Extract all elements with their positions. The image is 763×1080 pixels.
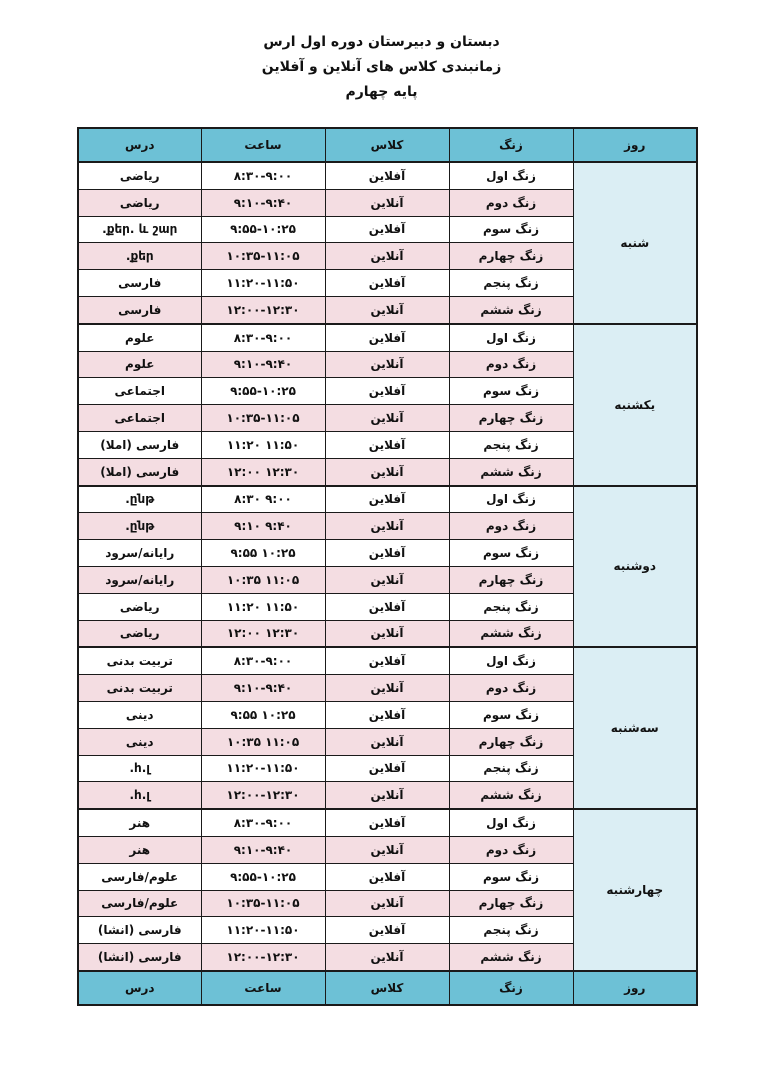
- bell-cell: زنگ سوم: [449, 701, 573, 728]
- day-cell: یکشنبه: [573, 324, 697, 486]
- bell-cell: زنگ چهارم: [449, 890, 573, 917]
- bell-cell: زنگ دوم: [449, 189, 573, 216]
- subject-cell: علوم/فارسی: [78, 863, 201, 890]
- day-cell: شنبه: [573, 162, 697, 324]
- class-cell: آفلاین: [325, 270, 449, 297]
- grade-title: پایه چهارم: [345, 84, 418, 100]
- table-header-row: [78, 128, 697, 162]
- time-cell: ۱۱:۲۰ ۱۱:۵۰: [201, 431, 325, 458]
- bell-cell: زنگ دوم: [449, 513, 573, 540]
- subject-cell: فارسی (املا): [78, 431, 201, 458]
- time-cell: ۹:۱۰ ۹:۴۰: [201, 513, 325, 540]
- day-cell: دوشنبه: [573, 486, 697, 648]
- class-cell: آنلاین: [325, 458, 449, 485]
- subject-cell: ریاضی: [78, 189, 201, 216]
- subject-cell: رایانه/سرود: [78, 540, 201, 567]
- bell-cell: زنگ پنجم: [449, 431, 573, 458]
- footer-class: کلاس: [325, 971, 449, 1005]
- class-cell: آفلاین: [325, 540, 449, 567]
- table-footer-row: [78, 971, 697, 1005]
- subject-cell: ریاضی: [78, 593, 201, 620]
- class-cell: آفلاین: [325, 378, 449, 405]
- time-cell: ۸:۳۰-۹:۰۰: [201, 162, 325, 189]
- class-cell: آنلاین: [325, 351, 449, 378]
- time-cell: ۱۰:۳۵ ۱۱:۰۵: [201, 566, 325, 593]
- table-row: [78, 809, 697, 836]
- subject-cell: دینی: [78, 701, 201, 728]
- day-cell: چهارشنبه: [573, 809, 697, 971]
- class-cell: آنلاین: [325, 836, 449, 863]
- bell-cell: زنگ اول: [449, 809, 573, 836]
- time-cell: ۹:۱۰-۹:۴۰: [201, 675, 325, 702]
- time-cell: ۹:۱۰-۹:۴۰: [201, 836, 325, 863]
- schedule-body: [78, 162, 697, 971]
- bell-cell: زنگ پنجم: [449, 593, 573, 620]
- footer-day: روز: [573, 971, 697, 1005]
- time-cell: ۸:۳۰-۹:۰۰: [201, 809, 325, 836]
- bell-cell: زنگ چهارم: [449, 728, 573, 755]
- subject-cell: هنر: [78, 809, 201, 836]
- class-cell: آفلاین: [325, 809, 449, 836]
- subject-cell: ریاضی: [78, 162, 201, 189]
- schedule-title: زمانبندی کلاس های آنلاین و آفلاین: [261, 59, 502, 75]
- subject-cell: فارسی (انشا): [78, 944, 201, 971]
- class-cell: آنلاین: [325, 189, 449, 216]
- bell-cell: زنگ چهارم: [449, 243, 573, 270]
- class-cell: آفلاین: [325, 216, 449, 243]
- table-row: [78, 486, 697, 513]
- subject-cell: تربیت بدنی: [78, 647, 201, 674]
- subject-cell: تربیت بدنی: [78, 675, 201, 702]
- header-bell: زنگ: [449, 128, 573, 162]
- bell-cell: زنگ اول: [449, 162, 573, 189]
- header-time: ساعت: [201, 128, 325, 162]
- class-cell: آنلاین: [325, 782, 449, 809]
- class-cell: آنلاین: [325, 566, 449, 593]
- bell-cell: زنگ سوم: [449, 540, 573, 567]
- class-cell: آنلاین: [325, 890, 449, 917]
- subject-cell: ընթ.: [78, 513, 201, 540]
- bell-cell: زنگ دوم: [449, 675, 573, 702]
- bell-cell: زنگ اول: [449, 486, 573, 513]
- time-cell: ۱۰:۳۵ ۱۱:۰۵: [201, 728, 325, 755]
- bell-cell: زنگ چهارم: [449, 405, 573, 432]
- document-header: [0, 30, 763, 105]
- time-cell: ۸:۳۰-۹:۰۰: [201, 324, 325, 351]
- time-cell: ۱۲:۰۰ ۱۲:۳۰: [201, 458, 325, 485]
- time-cell: ۱۲:۰۰-۱۲:۳۰: [201, 944, 325, 971]
- class-cell: آنلاین: [325, 243, 449, 270]
- school-name: دبستان و دبیرستان دوره اول ارس: [263, 34, 500, 50]
- schedule-table: [77, 127, 698, 1006]
- subject-cell: علوم/فارسی: [78, 890, 201, 917]
- time-cell: ۱۱:۲۰-۱۱:۵۰: [201, 270, 325, 297]
- time-cell: ۹:۱۰-۹:۴۰: [201, 189, 325, 216]
- class-cell: آفلاین: [325, 324, 449, 351]
- class-cell: آنلاین: [325, 620, 449, 647]
- bell-cell: زنگ اول: [449, 324, 573, 351]
- subject-cell: հ.լ.: [78, 755, 201, 782]
- bell-cell: زنگ ششم: [449, 296, 573, 323]
- time-cell: ۱۱:۲۰ ۱۱:۵۰: [201, 593, 325, 620]
- time-cell: ۹:۵۵ ۱۰:۲۵: [201, 540, 325, 567]
- class-cell: آفلاین: [325, 755, 449, 782]
- bell-cell: زنگ ششم: [449, 620, 573, 647]
- table-row: [78, 647, 697, 674]
- time-cell: ۹:۵۵-۱۰:۲۵: [201, 216, 325, 243]
- class-cell: آنلاین: [325, 675, 449, 702]
- class-cell: آفلاین: [325, 593, 449, 620]
- table-row: [78, 324, 697, 351]
- time-cell: ۱۲:۰۰-۱۲:۳۰: [201, 296, 325, 323]
- class-cell: آنلاین: [325, 513, 449, 540]
- subject-cell: քեր. և շար.: [78, 216, 201, 243]
- subject-cell: اجتماعی: [78, 405, 201, 432]
- bell-cell: زنگ ششم: [449, 458, 573, 485]
- bell-cell: زنگ سوم: [449, 216, 573, 243]
- bell-cell: زنگ سوم: [449, 378, 573, 405]
- header-class: کلاس: [325, 128, 449, 162]
- bell-cell: زنگ پنجم: [449, 755, 573, 782]
- time-cell: ۱۱:۲۰-۱۱:۵۰: [201, 917, 325, 944]
- class-cell: آفلاین: [325, 647, 449, 674]
- time-cell: ۱۱:۲۰-۱۱:۵۰: [201, 755, 325, 782]
- bell-cell: زنگ اول: [449, 647, 573, 674]
- subject-cell: فارسی: [78, 270, 201, 297]
- bell-cell: زنگ ششم: [449, 782, 573, 809]
- subject-cell: علوم: [78, 351, 201, 378]
- bell-cell: زنگ چهارم: [449, 566, 573, 593]
- day-cell: سه‌شنبه: [573, 647, 697, 809]
- bell-cell: زنگ پنجم: [449, 917, 573, 944]
- time-cell: ۹:۵۵-۱۰:۲۵: [201, 863, 325, 890]
- footer-bell: زنگ: [449, 971, 573, 1005]
- time-cell: ۹:۵۵ ۱۰:۲۵: [201, 701, 325, 728]
- footer-time: ساعت: [201, 971, 325, 1005]
- class-cell: آفلاین: [325, 863, 449, 890]
- subject-cell: فارسی (انشا): [78, 917, 201, 944]
- bell-cell: زنگ دوم: [449, 351, 573, 378]
- time-cell: ۹:۱۰-۹:۴۰: [201, 351, 325, 378]
- subject-cell: ریاضی: [78, 620, 201, 647]
- subject-cell: քեր.: [78, 243, 201, 270]
- subject-cell: رایانه/سرود: [78, 566, 201, 593]
- class-cell: آفلاین: [325, 431, 449, 458]
- header-day: روز: [573, 128, 697, 162]
- time-cell: ۱۰:۳۵-۱۱:۰۵: [201, 243, 325, 270]
- class-cell: آفلاین: [325, 917, 449, 944]
- time-cell: ۸:۳۰-۹:۰۰: [201, 647, 325, 674]
- time-cell: ۱۲:۰۰-۱۲:۳۰: [201, 782, 325, 809]
- subject-cell: فارسی: [78, 296, 201, 323]
- subject-cell: اجتماعی: [78, 378, 201, 405]
- time-cell: ۱۲:۰۰ ۱۲:۳۰: [201, 620, 325, 647]
- time-cell: ۸:۳۰ ۹:۰۰: [201, 486, 325, 513]
- class-cell: آنلاین: [325, 405, 449, 432]
- time-cell: ۱۰:۳۵-۱۱:۰۵: [201, 405, 325, 432]
- subject-cell: հ.լ.: [78, 782, 201, 809]
- subject-cell: علوم: [78, 324, 201, 351]
- bell-cell: زنگ ششم: [449, 944, 573, 971]
- class-cell: آنلاین: [325, 296, 449, 323]
- class-cell: آفلاین: [325, 701, 449, 728]
- bell-cell: زنگ دوم: [449, 836, 573, 863]
- class-cell: آنلاین: [325, 728, 449, 755]
- class-cell: آفلاین: [325, 486, 449, 513]
- class-cell: آنلاین: [325, 944, 449, 971]
- footer-subject: درس: [78, 971, 201, 1005]
- subject-cell: فارسی (املا): [78, 458, 201, 485]
- subject-cell: هنر: [78, 836, 201, 863]
- bell-cell: زنگ سوم: [449, 863, 573, 890]
- time-cell: ۱۰:۳۵-۱۱:۰۵: [201, 890, 325, 917]
- class-cell: آفلاین: [325, 162, 449, 189]
- subject-cell: دینی: [78, 728, 201, 755]
- subject-cell: ընթ.: [78, 486, 201, 513]
- time-cell: ۹:۵۵-۱۰:۲۵: [201, 378, 325, 405]
- header-subject: درس: [78, 128, 201, 162]
- table-row: [78, 162, 697, 189]
- bell-cell: زنگ پنجم: [449, 270, 573, 297]
